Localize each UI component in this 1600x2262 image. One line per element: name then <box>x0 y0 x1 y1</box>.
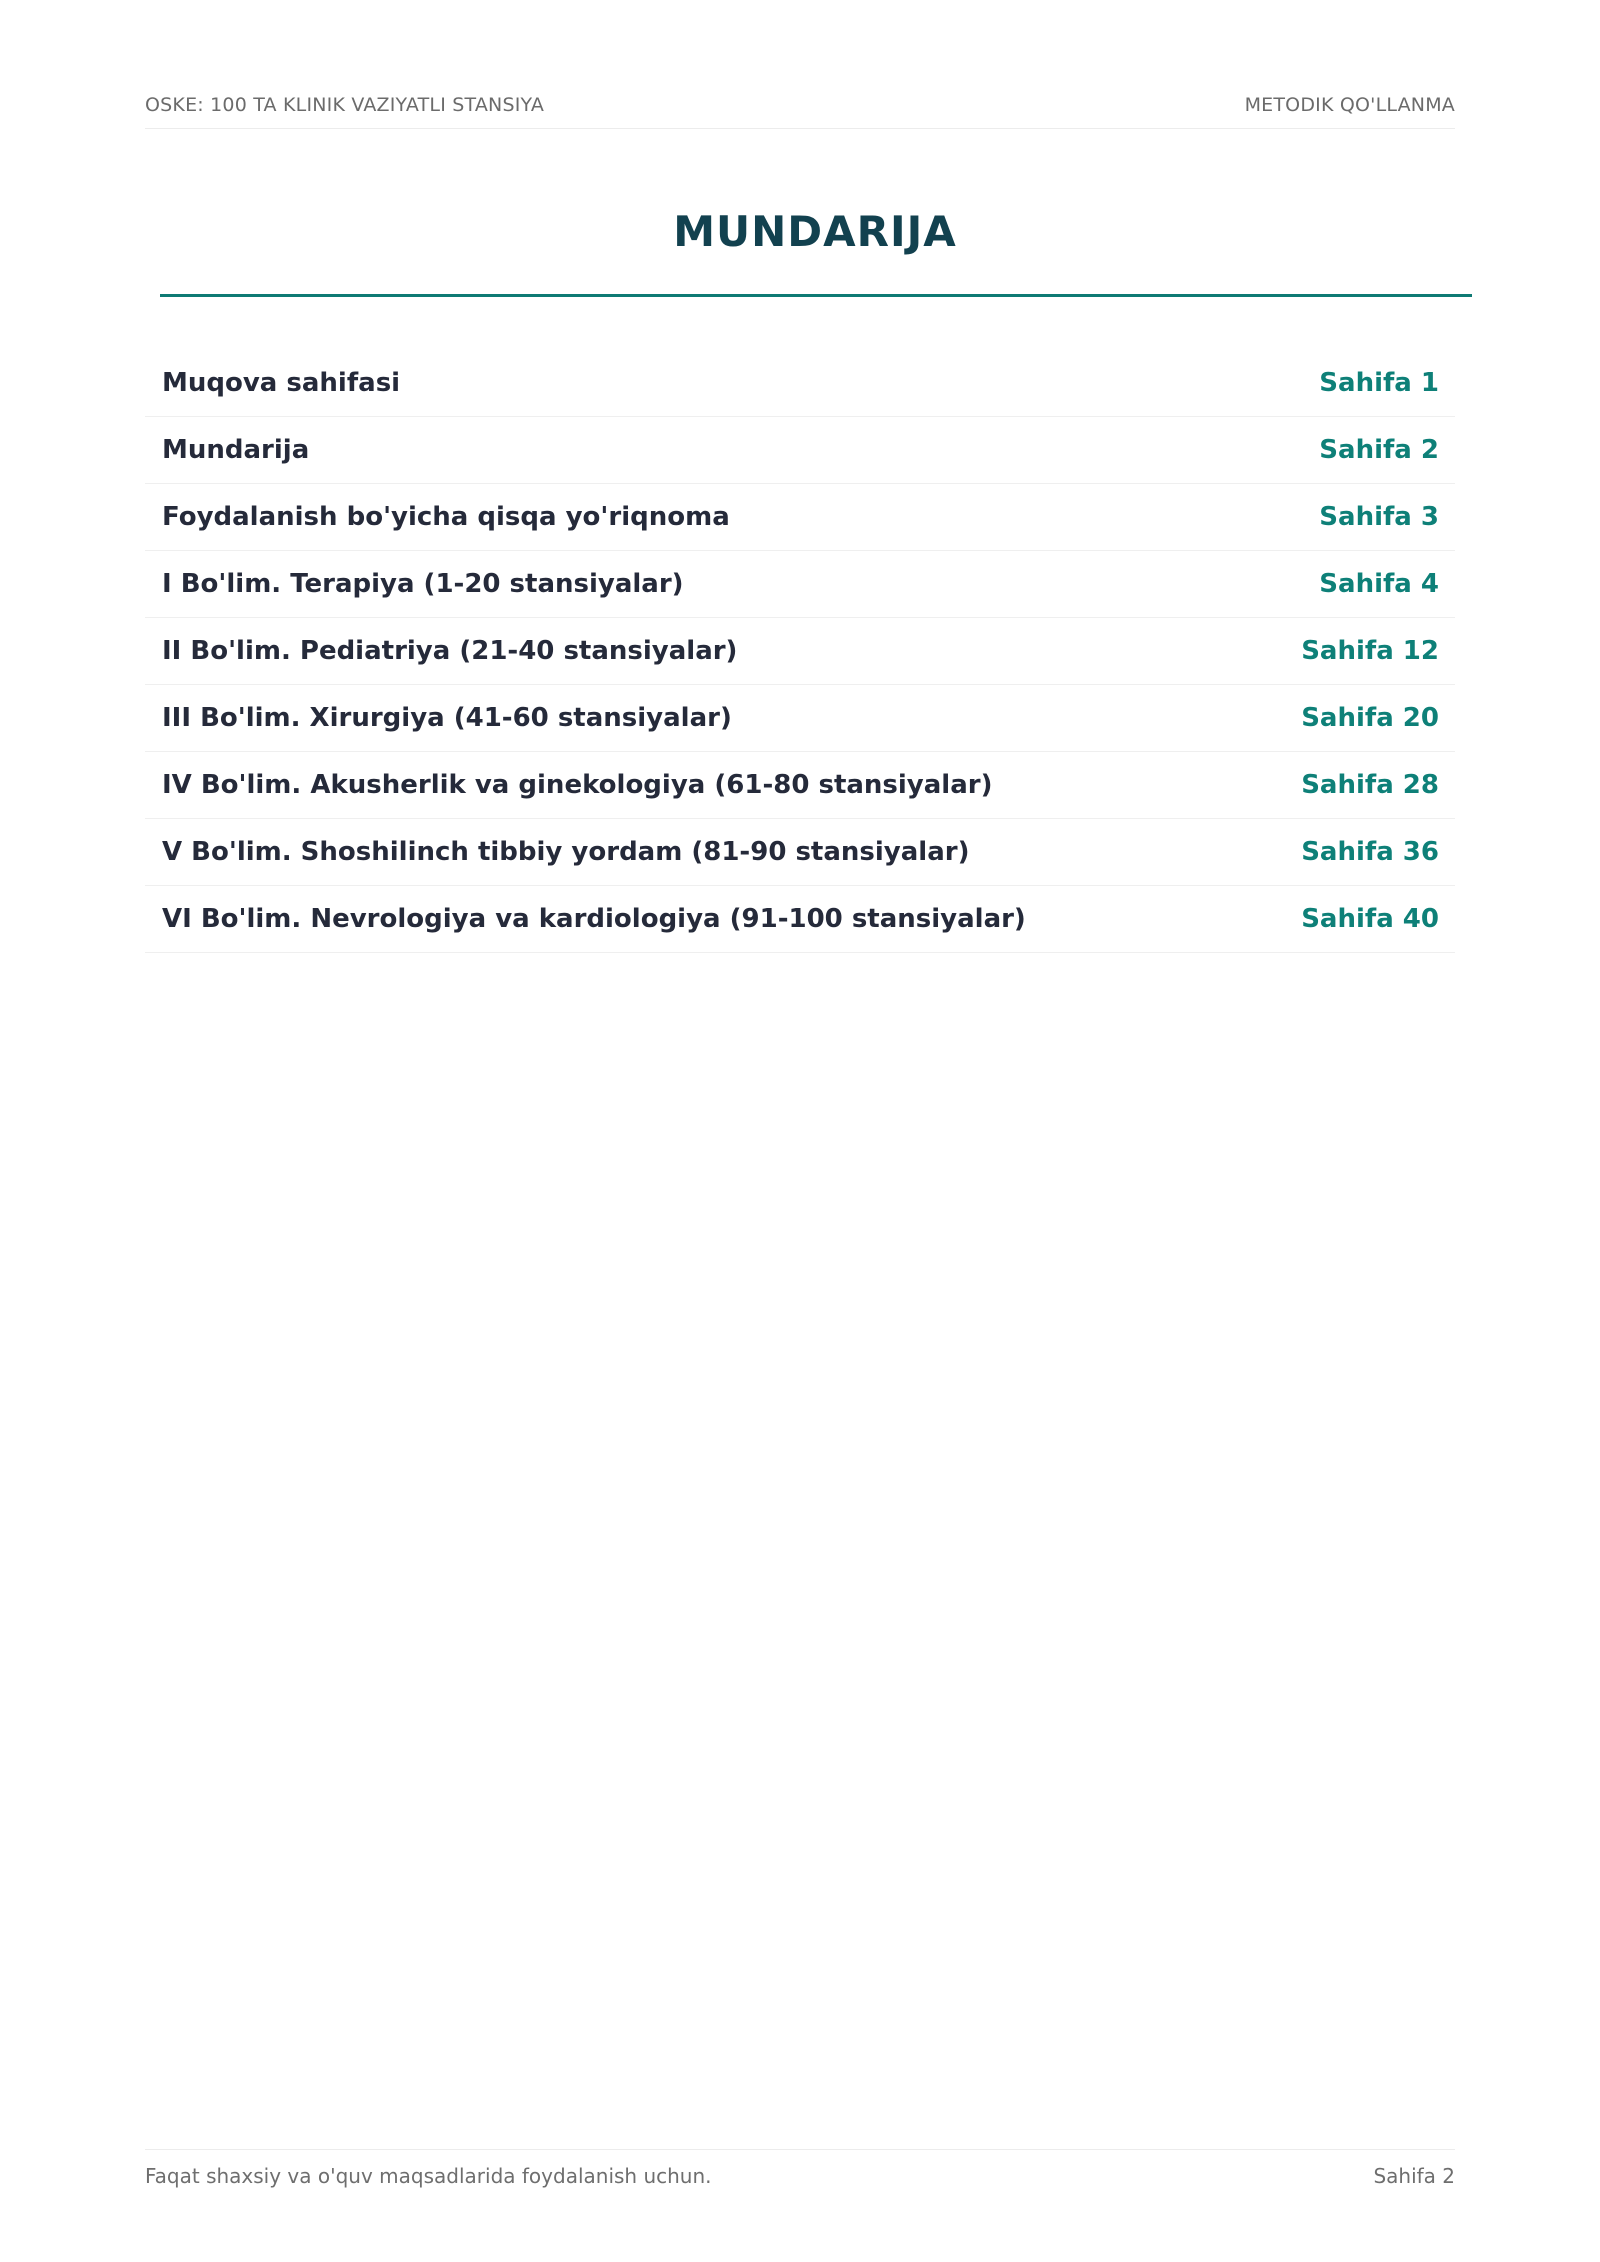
footer-usage-note: Faqat shaxsiy va o'quv maqsadlarida foydalanish uchun. <box>145 2164 712 2188</box>
toc-entry-title: Muqova sahifasi <box>162 368 401 398</box>
toc-entry-title: II Bo'lim. Pediatriya (21-40 stansiyalar) <box>162 636 738 666</box>
table-of-contents <box>145 350 1455 953</box>
toc-entry-section-neurology[interactable] <box>145 886 1455 953</box>
toc-entry-section-therapy[interactable] <box>145 551 1455 618</box>
toc-entry-title: VI Bo'lim. Nevrologiya va kardiologiya (91-100 stansiyalar) <box>162 904 1026 934</box>
toc-entry-page: Sahifa 4 <box>1319 569 1439 599</box>
toc-entry-page: Sahifa 36 <box>1301 837 1439 867</box>
toc-entry-contents[interactable] <box>145 417 1455 484</box>
toc-entry-section-pediatrics[interactable] <box>145 618 1455 685</box>
toc-entry-title: Foydalanish bo'yicha qisqa yo'riqnoma <box>162 502 730 532</box>
page-footer <box>145 2149 1455 2188</box>
title-divider <box>160 294 1472 297</box>
toc-entry-title: III Bo'lim. Xirurgiya (41-60 stansiyalar) <box>162 703 732 733</box>
toc-entry-page: Sahifa 2 <box>1319 435 1439 465</box>
toc-entry-page: Sahifa 28 <box>1301 770 1439 800</box>
toc-entry-title: Mundarija <box>162 435 310 465</box>
toc-entry-title: V Bo'lim. Shoshilinch tibbiy yordam (81-90 stansiyalar) <box>162 837 970 867</box>
header-document-title: OSKE: 100 TA KLINIK VAZIYATLI STANSIYA <box>145 94 545 116</box>
toc-entry-usage-guide[interactable] <box>145 484 1455 551</box>
page-header <box>145 94 1455 129</box>
toc-entry-section-surgery[interactable] <box>145 685 1455 752</box>
toc-entry-title: IV Bo'lim. Akusherlik va ginekologiya (61-80 stansiyalar) <box>162 770 993 800</box>
footer-page-number: Sahifa 2 <box>1373 2164 1455 2188</box>
toc-entry-page: Sahifa 3 <box>1319 502 1439 532</box>
toc-entry-section-emergency[interactable] <box>145 819 1455 886</box>
toc-entry-cover-page[interactable] <box>145 350 1455 417</box>
toc-entry-section-obstetrics[interactable] <box>145 752 1455 819</box>
toc-entry-page: Sahifa 40 <box>1301 904 1439 934</box>
toc-entry-page: Sahifa 1 <box>1319 368 1439 398</box>
toc-entry-page: Sahifa 12 <box>1301 636 1439 666</box>
header-document-type: METODIK QO'LLANMA <box>1244 94 1455 116</box>
page-title: MUNDARIJA <box>673 207 957 256</box>
toc-entry-page: Sahifa 20 <box>1301 703 1439 733</box>
toc-entry-title: I Bo'lim. Terapiya (1-20 stansiyalar) <box>162 569 684 599</box>
